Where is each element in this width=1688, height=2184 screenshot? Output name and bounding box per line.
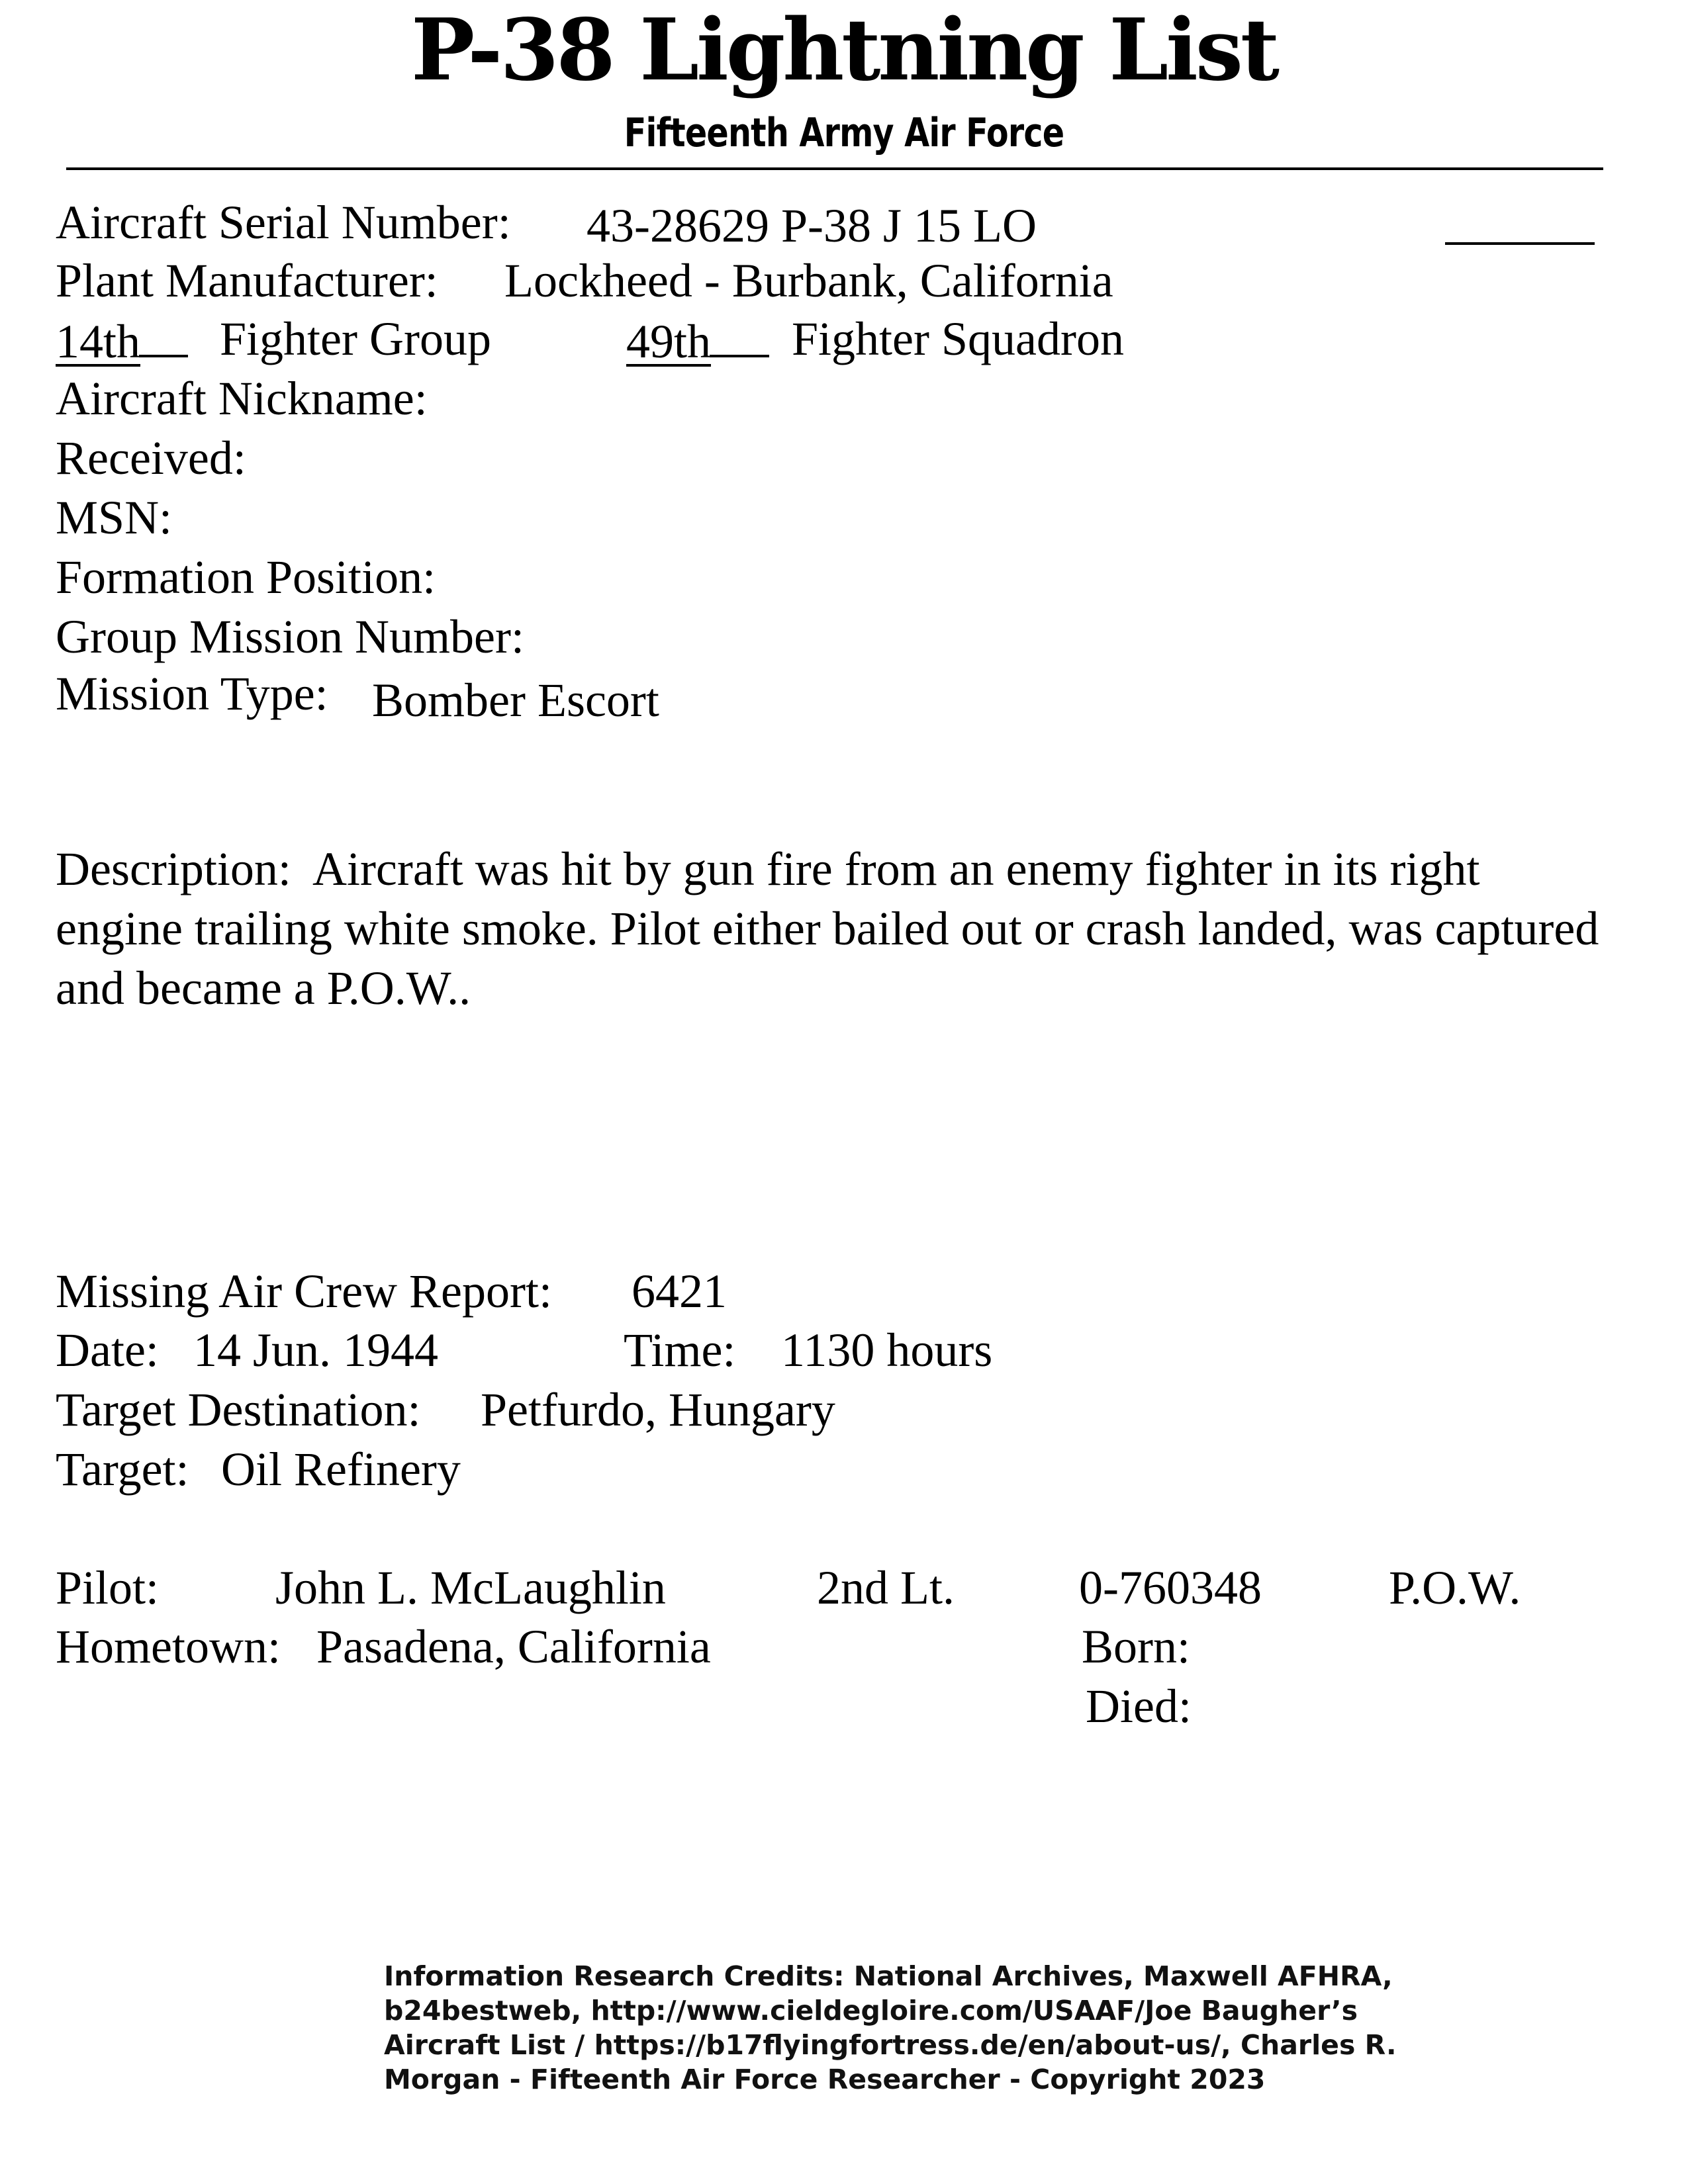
pilot-name: John L. McLaughlin bbox=[275, 1561, 666, 1614]
date-value: 14 Jun. 1944 bbox=[193, 1324, 439, 1377]
time-label: Time: bbox=[624, 1324, 736, 1377]
pilot-status: P.O.W. bbox=[1389, 1561, 1521, 1614]
credits-line-1: Information Research Credits: National Archives, Maxwell AFHRA, bbox=[384, 1960, 1393, 1992]
fighter-squadron-field bbox=[626, 315, 769, 368]
target-destination-value: Petfurdo, Hungary bbox=[481, 1383, 835, 1436]
formation-position-label: Formation Position: bbox=[56, 551, 436, 604]
credits-line-4: Morgan - Fifteenth Air Force Researcher - Copyright 2023 bbox=[384, 2064, 1266, 2095]
fighter-squadron-blank bbox=[710, 355, 769, 357]
hometown-label: Hometown: bbox=[56, 1620, 281, 1673]
fighter-squadron-value: 49th bbox=[626, 315, 712, 368]
research-credits bbox=[384, 1959, 1397, 2097]
description-label: Description: bbox=[56, 842, 291, 895]
pilot-label: Pilot: bbox=[56, 1561, 160, 1614]
description-block bbox=[56, 839, 1618, 1018]
page-subtitle: Fifteenth Army Air Force bbox=[624, 110, 1064, 156]
manufacturer-label: Plant Manufacturer: bbox=[56, 254, 438, 307]
pilot-serial: 0-760348 bbox=[1079, 1561, 1262, 1614]
fighter-squadron-label: Fighter Squadron bbox=[792, 312, 1124, 365]
target-destination-label: Target Destination: bbox=[56, 1383, 421, 1436]
credits-line-2: b24bestweb, http://www.cieldegloire.com/USAAF/Joe Baugher’s bbox=[384, 1995, 1358, 2026]
time-value: 1130 hours bbox=[781, 1324, 993, 1377]
fighter-group-blank bbox=[139, 355, 188, 357]
header-divider bbox=[66, 167, 1603, 170]
macr-label: Missing Air Crew Report: bbox=[56, 1265, 552, 1318]
died-label: Died: bbox=[1086, 1680, 1192, 1733]
serial-number-label: Aircraft Serial Number: bbox=[56, 196, 511, 249]
serial-number-value: 43-28629 P-38 J 15 LO bbox=[586, 199, 1037, 252]
fighter-group-value: 14th bbox=[56, 315, 141, 368]
group-mission-number-label: Group Mission Number: bbox=[56, 610, 524, 663]
credits-line-3: Aircraft List / https://b17flyingfortress.de/en/about-us/, Charles R. bbox=[384, 2029, 1397, 2061]
mission-type-value: Bomber Escort bbox=[372, 674, 659, 727]
nickname-label: Aircraft Nickname: bbox=[56, 372, 428, 425]
received-label: Received: bbox=[56, 432, 246, 484]
page-title: P-38 Lightning List bbox=[411, 1, 1277, 100]
msn-label: MSN: bbox=[56, 491, 173, 544]
target-label: Target: bbox=[56, 1443, 189, 1496]
serial-blank-line bbox=[1445, 242, 1595, 245]
mission-type-label: Mission Type: bbox=[56, 667, 328, 720]
hometown-value: Pasadena, California bbox=[316, 1620, 711, 1673]
target-value: Oil Refinery bbox=[221, 1443, 461, 1496]
fighter-group-label: Fighter Group bbox=[220, 312, 491, 365]
born-label: Born: bbox=[1082, 1620, 1191, 1673]
description-text: Aircraft was hit by gun fire from an enemy fighter in its right engine trailing white smoke. Pilot either bailed out or crash landed, was captured and became a P.O.W.. bbox=[56, 842, 1599, 1015]
fighter-group-field bbox=[56, 315, 188, 368]
manufacturer-value: Lockheed - Burbank, California bbox=[504, 254, 1113, 307]
pilot-rank: 2nd Lt. bbox=[817, 1561, 955, 1614]
date-label: Date: bbox=[56, 1324, 159, 1377]
macr-value: 6421 bbox=[632, 1265, 727, 1318]
